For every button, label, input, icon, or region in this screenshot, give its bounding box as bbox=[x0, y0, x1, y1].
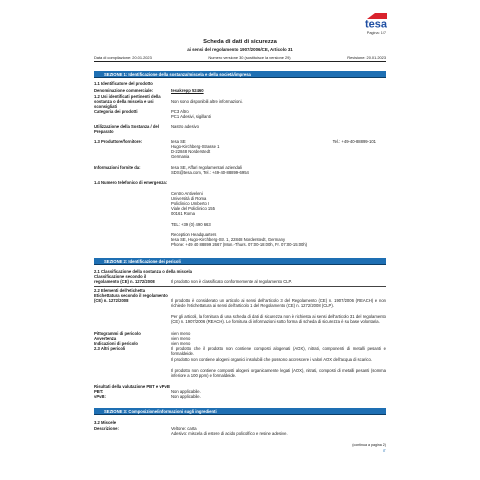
page-number: Pagina: 1/7 bbox=[366, 31, 386, 35]
emergency-line-6: TEL: +39 (0) 490 663 bbox=[171, 222, 211, 227]
subheading-2-1: 2.1 Classificazione della sostanza o della miscela bbox=[94, 269, 192, 274]
document-subtitle: ai sensi del regolamento 1907/2006/CE, Articolo 31 bbox=[187, 47, 293, 52]
row-categoria-2 bbox=[94, 114, 386, 119]
brand-text: tesa bbox=[364, 18, 387, 28]
label-informazioni: Informazioni fornite da: bbox=[94, 165, 141, 170]
subheading-1-1: 1.1 Identificatore del prodotto bbox=[94, 81, 153, 86]
revision-date: Revisione: 20.01.2023 bbox=[347, 55, 386, 60]
pbt-heading: Risultati della valutazione PBT e vPvB bbox=[94, 384, 170, 389]
row-denominazione bbox=[94, 88, 386, 93]
continued-note: (continua a pagina 2) bbox=[352, 443, 386, 447]
subheading-3-2: 3.2 Miscele bbox=[94, 420, 117, 425]
emergency-line-1: Centro Antiveleni bbox=[171, 191, 203, 196]
altri-pericoli-para-2: Il prodotto non contiene alogeni organici insolubili che possono accrescere i valori AOX dell'acqua di scarico. bbox=[171, 357, 372, 362]
sds-page bbox=[94, 0, 386, 480]
label-etichettatura: Etichettatura secondo il regolamento (CE) n. 1272/2008 bbox=[94, 293, 168, 304]
value-informazioni-1: tesa SE, Affari regolamentari aziendali bbox=[171, 165, 242, 170]
value-descrizione-1: Veltone: carta bbox=[171, 426, 197, 431]
tesa-logo-mark bbox=[357, 13, 387, 28]
value-descrizione-2: Adesivo: miscela di estere di acido policolfico e resine adesive. bbox=[171, 431, 288, 436]
label-categoria: Categoria dei prodotti bbox=[94, 109, 138, 114]
label-denominazione: Denominazione commerciale: bbox=[94, 88, 154, 93]
emergency-line-3: Policlinico Umberto I bbox=[171, 201, 210, 206]
emergency-line-5: 00161 Roma bbox=[171, 211, 195, 216]
tesa-logo bbox=[357, 13, 387, 28]
value-pittogrammi: vien meno bbox=[171, 331, 191, 336]
producer-phone: Tel.: +49-40-88899-101 bbox=[332, 139, 376, 144]
label-usi: 1.2 Usi identificati pertinenti della sostanza o della miscela e usi sconsigliati bbox=[94, 94, 161, 110]
value-categoria-2: PC1 Adesivi, sigillanti bbox=[171, 114, 211, 119]
value-classificazione: Il prodotto non è classificato conformemente al regolamento CLP. bbox=[171, 279, 292, 284]
row-emergenza bbox=[94, 180, 386, 185]
value-categoria-1: PC3 Altro bbox=[171, 109, 189, 114]
meta-row bbox=[94, 55, 386, 60]
value-avvertenza: vien meno bbox=[171, 336, 191, 341]
label-avvertenza: Avvertenza bbox=[94, 336, 117, 341]
emergency-line-2: Università di Roma bbox=[171, 196, 207, 201]
document-title: Scheda di dati di sicurezza bbox=[203, 39, 277, 45]
altri-pericoli-para-3: Il prodotto non contiene composti alogeni organicamente legati (AOX), nitrati, composti di metalli pesanti (somma inferiore a 100 ppm) e formaldeide. bbox=[171, 368, 386, 379]
value-pbt: Non applicabile. bbox=[171, 389, 201, 394]
label-descrizione: Descrizione: bbox=[94, 426, 119, 431]
value-produttore-1: tesa SE bbox=[171, 139, 186, 144]
emergency-line-4: Viale del Policlinico 155 bbox=[171, 206, 215, 211]
emergency-line-9: Phone: +49 40 88899 2667 (Mon.-Thurs. 07:00-18:00h, Fr. 07:00-15:00h) bbox=[171, 242, 308, 247]
producer-country: Germania bbox=[171, 154, 190, 159]
label-emergenza: 1.4 Numero telefonico di emergenza: bbox=[94, 180, 168, 185]
value-denominazione: tesakrepp 52460 bbox=[171, 88, 204, 93]
label-classificazione: Classificazione secondo il regolamento (CE) n. 1272/2008 bbox=[94, 274, 155, 285]
producer-address-1: Hugo-Kirchberg-Strasse 1 bbox=[171, 144, 220, 149]
version-number: Numero versione 30 (sostituisce la versione 29) bbox=[208, 55, 291, 60]
value-utilizzo: Nastro adesivo bbox=[171, 124, 199, 129]
row-classificazione bbox=[94, 274, 386, 284]
value-indicazioni: vien meno bbox=[171, 341, 191, 346]
label-produttore: 1.3 Produttore/fornitore: bbox=[94, 139, 143, 144]
altri-pericoli-para-1: Il prodotto che il prodotto non contiene composti alogenati (AOX), nitrati, componenti di metalli pesanti e formaldeide. bbox=[171, 346, 386, 357]
meta-divider bbox=[94, 61, 386, 62]
section-2-header: SEZIONE 2: Identificazione dei pericoli bbox=[94, 258, 386, 265]
value-informazioni-2: SDS@tesa.com, Tel.: +49-40-88899-6954 bbox=[171, 170, 249, 175]
producer-address-2: D-22848 Norderstedt bbox=[171, 149, 211, 154]
section-1-header: SEZIONE 1: Identificazione della sostanza/miscela e della società/impresa bbox=[94, 71, 386, 78]
value-usi: Non sono disponibili altre informazioni. bbox=[171, 99, 243, 104]
compilation-date: Data di compilazione: 20.01.2023 bbox=[94, 55, 152, 60]
row-usi bbox=[94, 94, 386, 109]
etichettatura-para-1: Il prodotto è considerato un articolo ai sensi dell'articolo 3 del Regolamento (CE) n. 1907/2006 (REACH) e non richiede l'etichettatura ai sensi dell'articolo 1 del Regolamento (CE) n. 1272/2008 (CLP). bbox=[171, 298, 386, 309]
label-vpvb: vPvB: bbox=[94, 394, 106, 399]
section-3-header: SEZIONE 3: Composizione/informazioni sugli ingredienti bbox=[94, 408, 386, 415]
emergency-line-7: Reception Headquarters bbox=[171, 232, 217, 237]
label-pittogrammi: Pittogrammi di pericolo bbox=[94, 331, 141, 336]
row-utilizzo bbox=[94, 124, 386, 134]
label-altri-pericoli: 2.3 Altri pericoli bbox=[94, 346, 126, 351]
row-vpvb bbox=[94, 394, 386, 399]
etichettatura-para-2: Per gli articoli, la fornitura di una scheda di dati di sicurezza non è richiesta ai sensi dell'articolo 31 del regolamento (CE) n. 1907/2006 (REACH). Le fornitura di informazioni sotto forma di scheda di sicurezza è su base volontaria. bbox=[171, 314, 386, 325]
label-indicazioni: Indicazioni di pericolo bbox=[94, 341, 138, 346]
label-utilizzo: Utilizzazione della Sostanza / del Preparato bbox=[94, 124, 159, 135]
label-pbt: PBT: bbox=[94, 389, 104, 394]
divider-2-1 bbox=[94, 286, 386, 287]
language-marker: IT bbox=[382, 449, 386, 453]
subheading-2-2: 2.2 Elementi dell'etichetta bbox=[94, 288, 146, 293]
value-vpvb: Non applicabile. bbox=[171, 394, 201, 399]
emergency-line-8: tesa SE, Hugo-Kirchberg-Str. 1, 22848 Norderstedt, Germany bbox=[171, 237, 286, 242]
